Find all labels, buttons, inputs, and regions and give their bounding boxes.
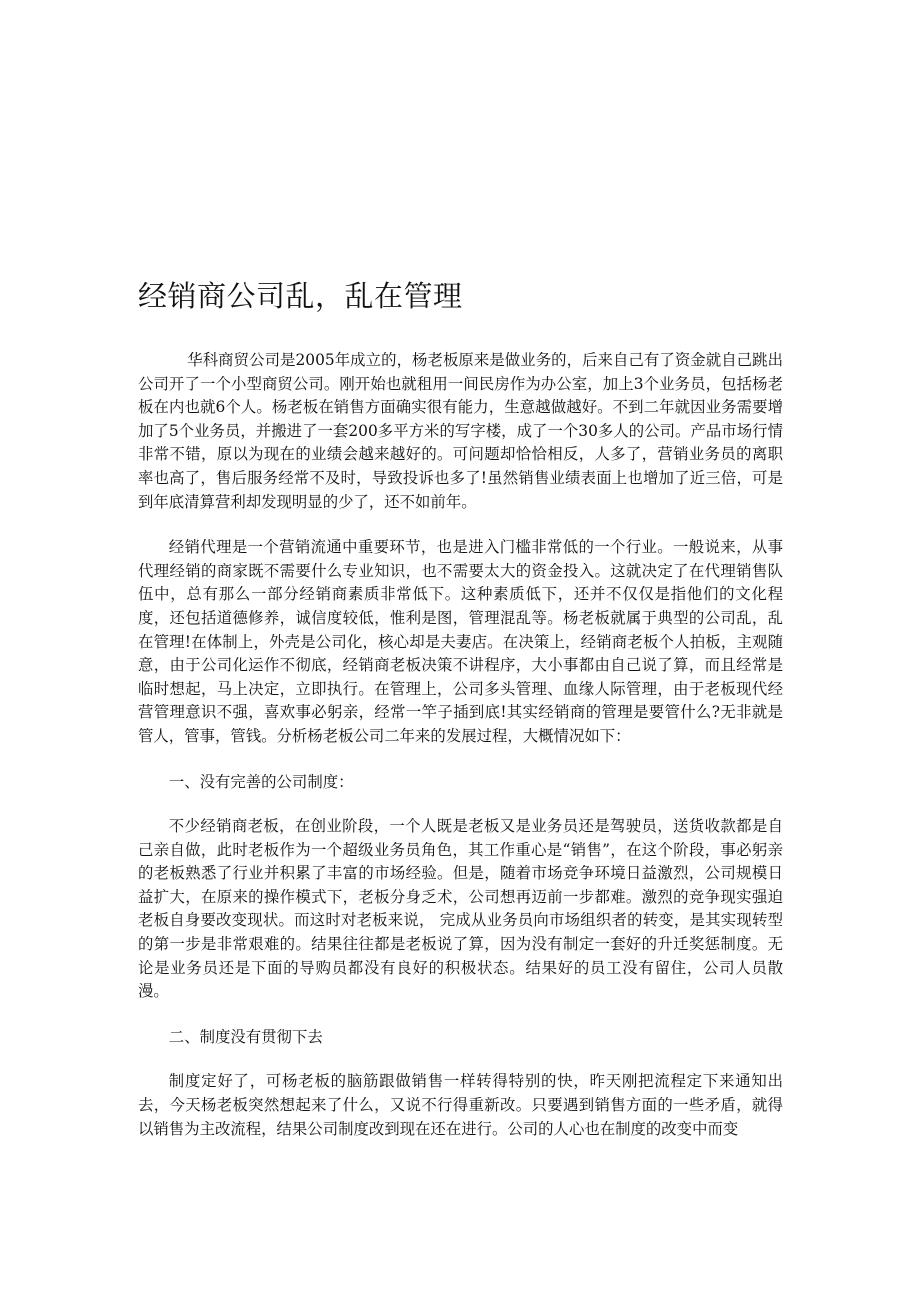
paragraph-section-1: 不少经销商老板，在创业阶段，一个人既是老板又是业务员还是驾驶员，送货收款都是自己亲自做，此时老板作为一个超级业务员角色，其工作重心是“销售”，在这个阶段，事必躬亲的老板熟悉了行业并积累了丰富的市场经验。但是，随着市场竞争环境日益激烈，公司规模日益扩大，在原来的操作模式下，老板分身乏术，公司想再迈前一步都难。激烈的竞争现实强迫老板自身要改变现状。而这时对老板来说， 完成从业务员向市场组织者的转变，是其实现转型的第一步是非常艰难的。结果往往都是老板说了算，因为没有制定一套好的升迁奖惩制度。无论是业务员还是下面的导购员都没有良好的积极状态。结果好的员工没有留住，公司人员散漫。 [138, 817, 783, 1001]
document-body [138, 349, 783, 1163]
paragraph-intro: 华科商贸公司是2005年成立的，杨老板原来是做业务的，后来自己有了资金就自己跳出公司开了一个小型商贸公司。刚开始也就租用一间民房作为办公室，加上3个业务员，包括杨老板在内也就6个人。杨老板在销售方面确实很有能力，生意越做越好。不到二年就因业务需要增加了5个业务员，并搬进了一套200多平方米的写字楼，成了一个30多人的公司。产品市场行情非常不错，原以为现在的业绩会越来越好的。可问题却恰恰相反，人多了，营销业务员的离职率也高了，售后服务经常不及时，导致投诉也多了!虽然销售业绩表面上也增加了近三倍，可是到年底清算营利却发现明显的少了，还不如前年。 [138, 351, 783, 511]
paragraph-analysis: 经销代理是一个营销流通中重要环节，也是进入门槛非常低的一个行业。一般说来，从事代理经销的商家既不需要什么专业知识，也不需要太大的资金投入。这就决定了在代理销售队伍中，总有那么一部分经销商素质非常低下。这种素质低下，还并不仅仅是指他们的文化程度，还包括道德修养，诚信度较低，惟利是图，管理混乱等。杨老板就属于典型的公司乱，乱在管理!在体制上，外壳是公司化，核心却是夫妻店。在决策上，经销商老板个人拍板，主观随意，由于公司化运作不彻底，经销商老板决策不讲程序，大小事都由自己说了算，而且经常是临时想起，马上决定，立即执行。在管理上，公司多头管理、血缘人际管理，由于老板现代经营管理意识不强，喜欢事必躬亲，经常一竿子插到底!其实经销商的管理是要管什么?无非就是管人，管事，管钱。分析杨老板公司二年来的发展过程，大概情况如下： [138, 538, 783, 745]
paragraph-section-2: 制度定好了，可杨老板的脑筋跟做销售一样转得特别的快，昨天刚把流程定下来通知出去，今天杨老板突然想起来了什么，又说不行得重新改。只要遇到销售方面的一些矛盾，就得以销售为主改流程，结果公司制度改到现在还在进行。公司的人心也在制度的改变中而变 [138, 1072, 783, 1138]
section-heading-1: 一、没有完善的公司制度： [168, 772, 354, 791]
section-heading-2: 二、制度没有贯彻下去 [168, 1027, 323, 1046]
document-title: 经销商公司乱，乱在管理 [138, 279, 463, 313]
